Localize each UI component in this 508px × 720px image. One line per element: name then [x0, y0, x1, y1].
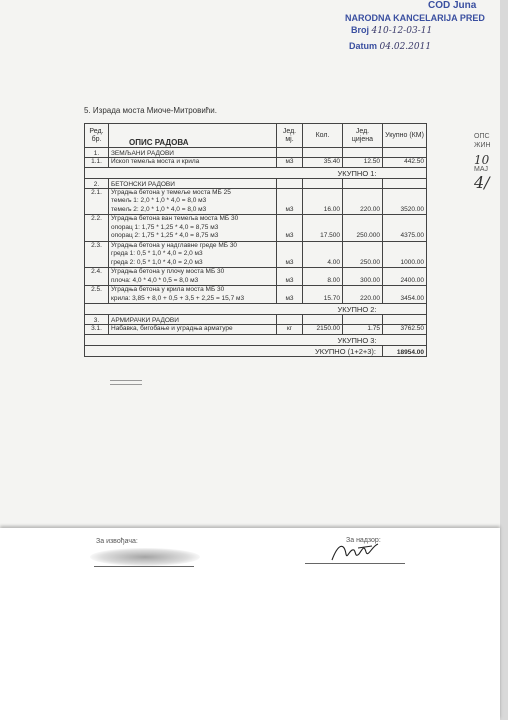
- item-quantity: 17.500: [303, 215, 343, 242]
- item-description-line: греда 2: 0,5 * 1,0 * 4,0 = 2,0 м3: [111, 258, 203, 266]
- item-unit-price: 12.50: [343, 158, 383, 168]
- table-row: [85, 325, 427, 335]
- bill-of-quantities-table: [84, 123, 427, 357]
- item-unit: м3: [277, 286, 303, 304]
- table-row: [85, 268, 427, 286]
- item-unit: м3: [277, 188, 303, 215]
- item-quantity: 8.00: [303, 268, 343, 286]
- empty-cell: [383, 148, 427, 158]
- item-quantity: 35.40: [303, 158, 343, 168]
- item-total: 442.50: [383, 158, 427, 168]
- item-unit: м3: [277, 241, 303, 268]
- item-number: 2.5.: [85, 286, 109, 304]
- margin-text-4: МАЈ: [474, 166, 488, 173]
- table-row: [85, 215, 427, 242]
- empty-cell: [303, 178, 343, 188]
- signature-area: [0, 528, 500, 720]
- section-title: АРМИРАЧКИ РАДОВИ: [109, 315, 277, 325]
- empty-cell: [383, 315, 427, 325]
- header-jm: Јед. мј.: [277, 124, 303, 148]
- item-description: [109, 188, 277, 215]
- item-description-line: Уградња бетона у надглавне греде МБ 30: [111, 241, 238, 249]
- item-number: 2.1.: [85, 188, 109, 215]
- section-title: БЕТОНСКИ РАДОВИ: [109, 178, 277, 188]
- item-unit-price: 220.00: [343, 188, 383, 215]
- registry-stamp: [343, 0, 503, 62]
- section-heading: 5. Израда моста Миоче-Митровићи.: [84, 106, 217, 115]
- section-row: [85, 178, 427, 188]
- item-total: 4375.00: [383, 215, 427, 242]
- stamp-datum-value: 04.02.2011: [379, 42, 432, 52]
- item-unit-price: 1.75: [343, 325, 383, 335]
- grand-total-label: УКУПНО (1+2+3):: [85, 345, 383, 356]
- item-description: [109, 325, 277, 335]
- stamp-broj: [351, 24, 432, 37]
- item-total: 3520.00: [383, 188, 427, 215]
- subtotal-value: [383, 334, 427, 345]
- item-description-line: Ископ темеља моста и крила: [111, 158, 200, 165]
- item-description-line: Уградња бетона у плочу моста МБ 30: [111, 268, 225, 275]
- section-row: [85, 315, 427, 325]
- empty-cell: [343, 148, 383, 158]
- item-description: [109, 268, 277, 286]
- margin-text-2: ЖИН: [474, 142, 491, 149]
- subtotal-row: [85, 334, 427, 345]
- item-unit: м3: [277, 268, 303, 286]
- supervisor-label: За надзор:: [346, 537, 381, 544]
- item-number: 2.4.: [85, 268, 109, 286]
- contractor-label: За извођача:: [96, 538, 138, 545]
- item-total: 2400.00: [383, 268, 427, 286]
- subtotal-value: [383, 304, 427, 315]
- section-row: [85, 148, 427, 158]
- section-number: 2.: [85, 178, 109, 188]
- item-number: 1.1.: [85, 158, 109, 168]
- item-description: [109, 158, 277, 168]
- subtotal-row: [85, 304, 427, 315]
- item-unit-price: 250.00: [343, 241, 383, 268]
- contractor-signature-smudge: [90, 548, 200, 566]
- table-row: [85, 158, 427, 168]
- header-cijena: Јед. цијена: [343, 124, 383, 148]
- item-quantity: 15.70: [303, 286, 343, 304]
- item-quantity: 16.00: [303, 188, 343, 215]
- item-unit-price: 220.00: [343, 286, 383, 304]
- section-number: 1.: [85, 148, 109, 158]
- empty-cell: [277, 148, 303, 158]
- subtotal-row: [85, 167, 427, 178]
- item-description: [109, 286, 277, 304]
- item-description-line: Уградња бетона ван темеља моста МБ 30: [111, 215, 239, 222]
- section-number: 3.: [85, 315, 109, 325]
- blank-stroke: [110, 380, 142, 385]
- item-description-line: темељ 1: 2,0 * 1,0 * 4,0 = 8,0 м3: [111, 197, 207, 204]
- table-header-row: [85, 124, 427, 148]
- header-ukupno: Укупно (КМ): [383, 124, 427, 148]
- item-description-line: крила: 3,85 + 8,0 + 0,5 + 3,5 + 2,25 = 15,7 м3: [111, 294, 245, 302]
- item-total: 3454.00: [383, 286, 427, 304]
- empty-cell: [343, 178, 383, 188]
- subtotal-label: УКУПНО 3:: [85, 334, 383, 345]
- margin-text-5: 4/: [474, 173, 490, 192]
- item-description-line: темељ 2: 2,0 * 1,0 * 4,0 = 8,0 м3: [111, 205, 207, 213]
- item-description-line: плоча: 4,0 * 4,0 * 0,5 = 8,0 м3: [111, 276, 199, 284]
- empty-cell: [277, 315, 303, 325]
- header-opis: ОПИС РАДОВА: [109, 124, 277, 148]
- item-description-line: Набавка, бигобање и уградња арматуре: [111, 325, 233, 332]
- stamp-datum: [349, 40, 431, 53]
- item-description-line: опорац 2: 1,75 * 1,25 * 4,0 = 8,75 м3: [111, 232, 219, 239]
- supervisor-signature: [328, 540, 388, 564]
- subtotal-label: УКУПНО 2:: [85, 304, 383, 315]
- item-unit-price: 250.000: [343, 215, 383, 242]
- subtotal-value: [383, 167, 427, 178]
- stamp-datum-label: Datum: [349, 41, 378, 51]
- margin-text-3: 10: [474, 153, 490, 167]
- item-description-line: Уградња бетона у темеље моста МБ 25: [111, 188, 231, 196]
- item-quantity: 4.00: [303, 241, 343, 268]
- margin-stamp: [474, 132, 504, 222]
- item-description-line: греда 1: 0,5 * 1,0 * 4,0 = 2,0 м3: [111, 250, 203, 257]
- table-body: [85, 148, 427, 357]
- grand-total-value: 18954.00: [383, 345, 427, 356]
- item-description: [109, 215, 277, 242]
- empty-cell: [343, 315, 383, 325]
- header-kol: Кол.: [303, 124, 343, 148]
- item-total: 1000.00: [383, 241, 427, 268]
- subtotal-label: УКУПНО 1:: [85, 167, 383, 178]
- empty-cell: [277, 178, 303, 188]
- item-description-line: опорац 1: 1,75 * 1,25 * 4,0 = 8,75 м3: [111, 223, 219, 231]
- item-unit: кг: [277, 325, 303, 335]
- margin-text-1: OПC: [474, 133, 490, 140]
- supervisor-signature-line: [305, 563, 405, 564]
- empty-cell: [383, 178, 427, 188]
- item-total: 3762.50: [383, 325, 427, 335]
- stamp-broj-value: 410-12-03-11: [371, 26, 433, 36]
- item-unit-price: 300.00: [343, 268, 383, 286]
- item-unit: м3: [277, 215, 303, 242]
- header-rb: Ред. бр.: [85, 124, 109, 148]
- section-title: ЗЕМЉАНИ РАДОВИ: [109, 148, 277, 158]
- item-quantity: 2150.00: [303, 325, 343, 335]
- stamp-broj-label: Broj: [351, 25, 369, 35]
- table-row: [85, 241, 427, 268]
- item-number: 3.1.: [85, 325, 109, 335]
- table-row: [85, 188, 427, 215]
- stamp-line-1: COD Juna: [428, 0, 477, 11]
- item-number: 2.2.: [85, 215, 109, 242]
- empty-cell: [303, 315, 343, 325]
- empty-cell: [303, 148, 343, 158]
- item-description: [109, 241, 277, 268]
- item-description-line: Уградња бетона у крила моста МБ 30: [111, 286, 225, 293]
- grand-total-row: [85, 345, 427, 356]
- stamp-line-2: NARODNA KANCELARIJA PRED: [345, 13, 485, 23]
- contractor-signature-line: [94, 566, 194, 567]
- item-unit: м3: [277, 158, 303, 168]
- item-number: 2.3.: [85, 241, 109, 268]
- table-row: [85, 286, 427, 304]
